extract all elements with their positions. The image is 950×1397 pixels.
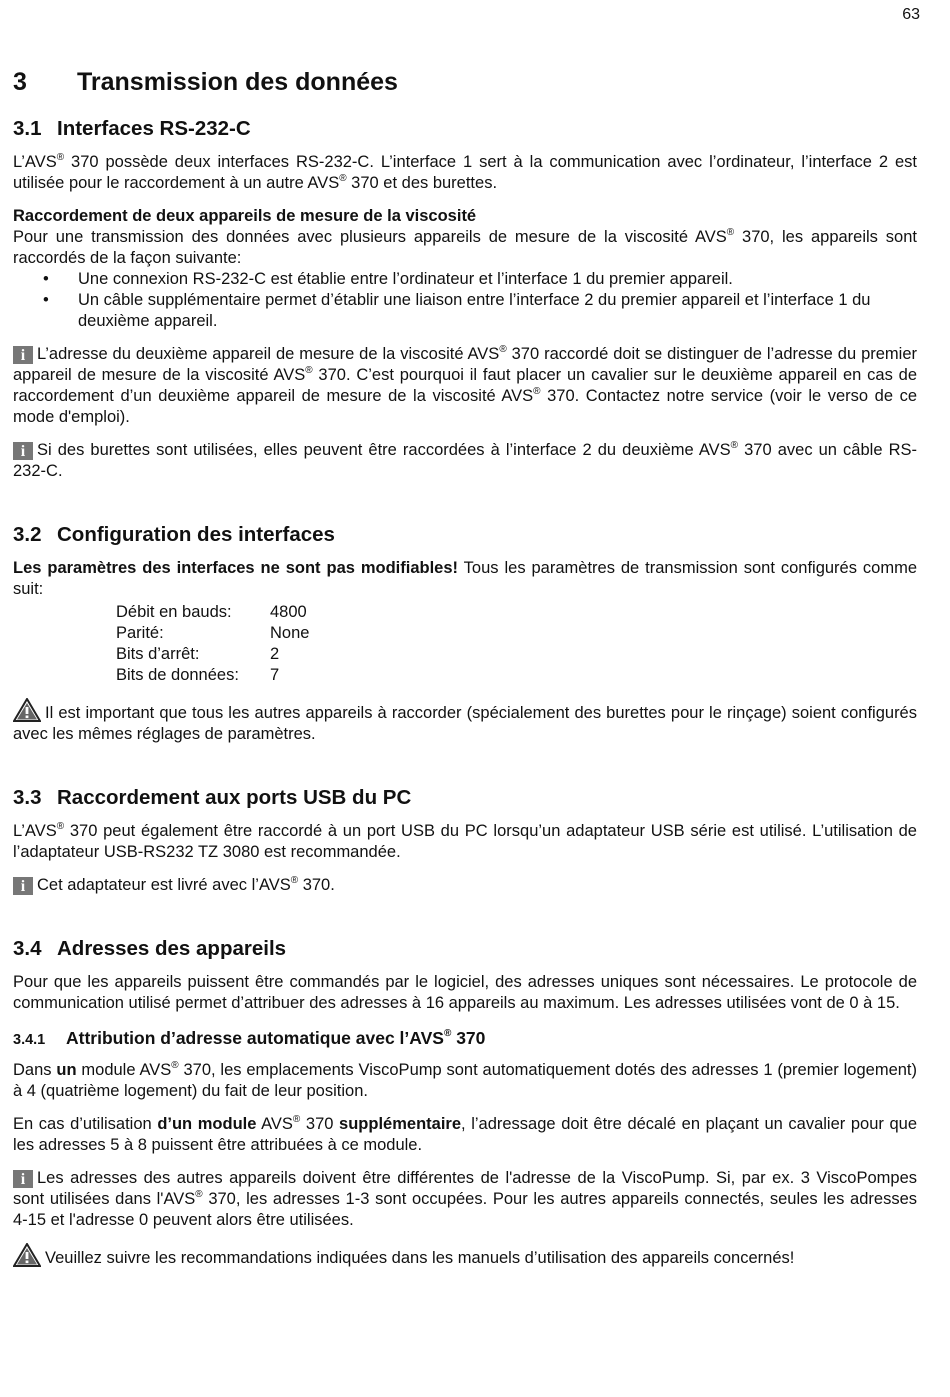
parameter-table [116,602,309,686]
text: Tous les paramètres de transmission sont configurés comme suit: [13,559,917,598]
text: Si des burettes sont utilisées, elles peuvent être raccordées à l’interface 2 du deuxième AVS [37,441,731,459]
s33-paragraph-1 [13,821,917,863]
chapter-heading [13,66,917,98]
text: Il est important que tous les autres appareils à raccorder (spécialement des burettes pour le rinçage) soient configurés avec les mêmes réglages de paramètres. [13,704,917,743]
param-key: Bits d’arrêt: [116,645,200,663]
table-row [116,665,309,686]
section-title: Configuration des interfaces [57,523,335,546]
s34-paragraph-3 [13,1114,917,1156]
text: L’adresse du deuxième appareil de mesure de la viscosité AVS [37,345,500,363]
section-title: Interfaces RS-232-C [57,117,251,140]
param-value: 2 [270,645,280,663]
text: 370, les emplacements ViscoPump sont automatiquement dotés des adresses 1 (premier logement) à 4 (quatrième logement) du fait de leur position. [13,1061,918,1100]
s31-paragraph-1 [13,152,917,194]
text: 370 avec un câble RS-232-C. [13,441,917,480]
info-icon: i [13,1170,33,1188]
text: En cas d’utilisation [13,1115,158,1133]
registered-mark: ® [726,226,735,238]
registered-mark: ® [730,439,739,451]
registered-mark: ® [56,820,65,832]
table-row [116,644,309,665]
page-number: 63 [902,6,920,23]
s31-paragraph-2 [13,227,917,269]
s32-paragraph-1 [13,558,917,600]
s31-subheading: Raccordement de deux appareils de mesure de la viscosité [13,207,477,225]
section-3-2-heading [13,522,917,548]
param-key: Débit en bauds: [116,603,232,621]
section-number: 3.2 [13,523,42,546]
registered-mark: ® [339,172,347,184]
text: Les adresses des autres appareils doivent être différentes de l'adresse de la ViscoPump. Si, par ex. 3 ViscoPompes sont utilisées dans l'AVS [13,1169,917,1208]
s32-warning-note [13,698,917,745]
text: , l’adressage doit être décalé en plaçant un cavalier pour que les adresses 5 à 8 puissent être attribuées à ce module. [13,1115,918,1154]
registered-mark: ® [171,1059,179,1071]
text: module AVS [76,1061,172,1079]
table-row [116,623,309,644]
section-number: 3.4 [13,937,42,960]
s33-info-note [13,875,917,896]
text: 370 raccordé doit se distinguer de l’adresse du premier appareil de mesure de la viscosité AVS [13,345,917,384]
spacer [13,494,917,522]
section-title: Attribution d’adresse automatique avec l’AVS [66,1028,444,1048]
text: L’AVS [13,153,57,171]
chapter-title: Transmission des données [77,68,398,96]
registered-mark: ® [305,364,313,376]
text: Dans [13,1061,57,1079]
s34-warning-note [13,1243,917,1269]
bold-text: supplémentaire [339,1115,462,1133]
section-number: 3.3 [13,786,42,809]
bold-text: d’un module [157,1115,257,1133]
text: 370 possède deux interfaces RS-232-C. L’interface 1 sert à la communication avec l’ordinateur, l’interface 2 est utilisée pour le raccordement à un autre AVS [13,153,917,192]
text: 370. C’est pourquoi il faut placer un cavalier sur le deuxième appareil en cas de raccordement d’un deuxième appareil de mesure de la viscosité AVS [13,366,917,405]
section-title: Raccordement aux ports USB du PC [57,786,412,809]
text: 370 et des burettes. [346,174,498,192]
param-value: 4800 [270,603,307,621]
text: Pour une transmission des données avec plusieurs appareils de mesure de la viscosité AVS [13,228,727,246]
registered-mark: ® [499,343,507,355]
bold-text: Les paramètres des interfaces ne sont pas modifiables! [13,559,459,577]
registered-mark: ® [292,1113,301,1125]
info-icon: i [13,346,33,364]
section-number: 3.4.1 [13,1032,46,1048]
text: 370. [298,876,335,894]
spacer [13,908,917,936]
registered-mark: ® [56,151,65,163]
text: 370 peut également être raccordé à un port USB du PC lorsqu’un adaptateur USB série est utilisé. L’utilisation de l’adaptateur USB-RS232 TZ 3080 est recommandée. [13,822,917,861]
warning-icon [13,1243,41,1267]
registered-mark: ® [533,385,541,397]
list-item: • Une connexion RS-232-C est établie entre l’ordinateur et l’interface 1 du premier appareil. [13,269,917,290]
s34-paragraph-1: Pour que les appareils puissent être commandés par le logiciel, des adresses uniques sont nécessaires. Le protocole de communication utilisé permet d’attribuer des adresses à 16 appareils au maximum. Les adresses utilisées vont de 0 à 15. [13,973,917,1012]
section-3-4-1-heading [13,1026,917,1052]
warning-icon [13,698,41,722]
text: Cet adaptateur est livré avec l’AVS [37,876,291,894]
section-3-3-heading [13,785,917,811]
text: 370 [451,1028,486,1048]
page-content [13,66,917,1281]
text: 370. Contactez notre service (voir le verso de ce mode d'emploi). [13,387,917,426]
section-3-1-heading [13,116,917,142]
param-key: Bits de données: [116,666,239,684]
registered-mark: ® [443,1028,452,1040]
section-number: 3.1 [13,117,42,140]
spacer [13,757,917,785]
bold-text: un [56,1061,77,1079]
registered-mark: ® [195,1188,203,1200]
list-item: • Un câble supplémentaire permet d’établir une liaison entre l’interface 2 du premier appareil et l’interface 1 du deuxième appareil. [13,290,917,332]
s34-paragraph-2 [13,1060,917,1102]
chapter-number: 3 [13,68,27,96]
table-row [116,602,309,623]
section-title: Adresses des appareils [57,937,287,960]
registered-mark: ® [290,874,299,886]
s31-info-note-2 [13,440,917,482]
s34-info-note [13,1168,917,1231]
param-value: None [270,624,310,642]
text: 370, les adresses 1-3 sont occupées. Pour les autres appareils connectés, seules les adresses 4-15 et l'adresse 0 peuvent alors être utilisées. [13,1190,917,1229]
text: 370 [300,1115,340,1133]
text: AVS [256,1115,293,1133]
param-value: 7 [270,666,280,684]
s31-info-note-1 [13,344,917,428]
section-3-4-heading [13,936,917,962]
text: L’AVS [13,822,57,840]
s31-bullet-list [13,269,917,332]
info-icon: i [13,442,33,460]
info-icon: i [13,877,33,895]
text: 370, les appareils sont raccordés de la façon suivante: [13,228,917,267]
text: Veuillez suivre les recommandations indiquées dans les manuels d’utilisation des appareils concernés! [45,1249,795,1267]
param-key: Parité: [116,624,164,642]
